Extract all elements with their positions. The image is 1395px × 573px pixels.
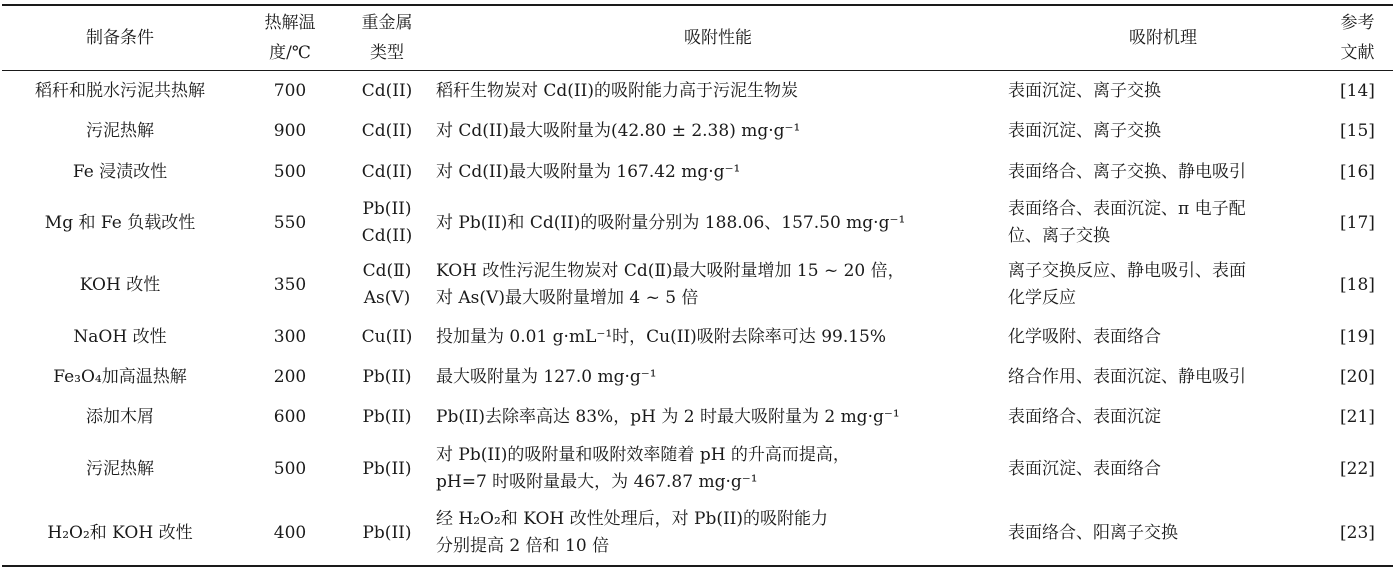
cell-metal-type [342, 111, 432, 151]
cell-performance-line: pH=7 时吸附量最大，为 467.87 mg·g⁻¹ [436, 472, 758, 492]
table-row [2, 151, 1393, 193]
cell-mechanism-line: 络合作用、表面沉淀、静电吸引 [1008, 366, 1246, 387]
table-row [2, 71, 1393, 112]
cell-temperature [238, 111, 342, 151]
table-row [2, 253, 1393, 317]
header-row [2, 5, 1393, 71]
cell-performance [432, 317, 1004, 357]
cell-reference-text: [20] [1340, 366, 1375, 387]
table-header [2, 5, 1393, 71]
cell-metal-type [342, 437, 432, 501]
cell-metal-type [342, 253, 432, 317]
cell-metal-type-line: Pb(II) [362, 458, 412, 479]
header-conditions: 制备条件 [86, 28, 154, 48]
cell-temperature [238, 253, 342, 317]
cell-performance-line: 对 Cd(II)最大吸附量为(42.80 ± 2.38) mg·g⁻¹ [436, 120, 801, 141]
cell-metal-type [342, 501, 432, 566]
cell-performance-line: 对 As(Ⅴ)最大吸附量增加 4 ~ 5 倍 [436, 288, 699, 308]
cell-temperature-text: 300 [273, 326, 307, 347]
cell-conditions-text: Mg 和 Fe 负载改性 [44, 212, 196, 233]
cell-mechanism [1004, 397, 1322, 437]
cell-reference-text: [16] [1340, 161, 1375, 182]
cell-mechanism-line: 化学吸附、表面络合 [1008, 326, 1161, 347]
cell-temperature [238, 501, 342, 566]
cell-conditions [2, 437, 238, 501]
cell-conditions-text: NaOH 改性 [73, 326, 167, 347]
cell-performance-line: 投加量为 0.01 g·mL⁻¹时，Cu(II)吸附去除率可达 99.15% [436, 326, 887, 347]
cell-metal-type-line: Cd(Ⅱ) [362, 261, 412, 281]
header-reference: 参考 文献 [1340, 13, 1375, 63]
cell-conditions [2, 71, 238, 112]
cell-performance [432, 501, 1004, 566]
cell-reference-text: [21] [1340, 406, 1375, 427]
cell-performance [432, 253, 1004, 317]
cell-metal-type-line: As(V) [363, 288, 411, 308]
cell-reference-text: [17] [1340, 212, 1375, 233]
cell-metal-type-line: Pb(II) [362, 366, 412, 387]
cell-conditions-text: KOH 改性 [79, 274, 161, 295]
cell-performance [432, 71, 1004, 112]
cell-mechanism [1004, 253, 1322, 317]
cell-conditions-text: 污泥热解 [86, 120, 154, 141]
cell-reference-text: [19] [1340, 326, 1375, 347]
cell-metal-type-line: Pb(II) [362, 522, 412, 543]
cell-reference [1322, 501, 1393, 566]
cell-reference-text: [23] [1340, 522, 1375, 543]
cell-performance-line: 最大吸附量为 127.0 mg·g⁻¹ [436, 366, 657, 387]
cell-conditions-text: Fe₃O₄加高温热解 [53, 366, 187, 387]
cell-reference [1322, 193, 1393, 253]
cell-mechanism-line: 表面络合、表面沉淀 [1008, 406, 1161, 427]
cell-reference [1322, 357, 1393, 397]
cell-mechanism [1004, 71, 1322, 112]
cell-performance [432, 111, 1004, 151]
cell-reference-text: [15] [1340, 120, 1375, 141]
table-body [2, 71, 1393, 567]
cell-temperature [238, 151, 342, 193]
cell-conditions [2, 397, 238, 437]
cell-metal-type [342, 317, 432, 357]
cell-conditions [2, 253, 238, 317]
cell-metal-type [342, 357, 432, 397]
cell-conditions [2, 317, 238, 357]
cell-metal-type-line: Cu(II) [361, 326, 413, 347]
cell-performance [432, 357, 1004, 397]
cell-temperature [238, 317, 342, 357]
cell-performance-line: 对 Pb(II)和 Cd(II)的吸附量分别为 188.06、157.50 mg·g⁻¹ [436, 212, 906, 233]
cell-temperature [238, 437, 342, 501]
cell-conditions [2, 151, 238, 193]
cell-temperature-text: 350 [273, 274, 307, 295]
cell-temperature [238, 193, 342, 253]
header-mechanism: 吸附机理 [1129, 28, 1197, 48]
cell-mechanism-line: 离子交换反应、静电吸引、表面 [1008, 261, 1246, 281]
table-row [2, 357, 1393, 397]
cell-reference [1322, 437, 1393, 501]
cell-conditions [2, 501, 238, 566]
cell-temperature [238, 71, 342, 112]
cell-metal-type-line: Cd(II) [361, 80, 413, 101]
cell-performance [432, 151, 1004, 193]
header-performance: 吸附性能 [684, 28, 752, 48]
cell-metal-type-line: Pb(II) [362, 406, 412, 427]
cell-conditions [2, 357, 238, 397]
cell-performance-line: 对 Pb(II)的吸附量和吸附效率随着 pH 的升高而提高， [436, 445, 850, 465]
cell-metal-type [342, 397, 432, 437]
cell-mechanism [1004, 151, 1322, 193]
cell-conditions [2, 193, 238, 253]
table-row [2, 111, 1393, 151]
cell-temperature-text: 500 [273, 161, 307, 182]
cell-mechanism-line: 位、离子交换 [1008, 226, 1110, 246]
cell-reference-text: [18] [1340, 274, 1375, 295]
adsorption-table [2, 4, 1393, 567]
cell-reference-text: [22] [1340, 458, 1375, 479]
cell-temperature-text: 200 [273, 366, 307, 387]
cell-performance-line: KOH 改性污泥生物炭对 Cd(Ⅱ)最大吸附量增加 15 ~ 20 倍， [436, 261, 905, 281]
cell-reference-text: [14] [1340, 80, 1375, 101]
cell-temperature-text: 400 [273, 522, 307, 543]
cell-mechanism-line: 化学反应 [1008, 288, 1076, 308]
cell-mechanism-line: 表面沉淀、表面络合 [1008, 458, 1161, 479]
cell-metal-type-line: Cd(II) [361, 120, 413, 141]
header-metal-type: 重金属 类型 [361, 13, 413, 63]
cell-mechanism-line: 表面络合、离子交换、静电吸引 [1008, 161, 1246, 182]
cell-conditions [2, 111, 238, 151]
cell-metal-type [342, 193, 432, 253]
cell-metal-type-line: Pb(II) [362, 199, 412, 219]
cell-mechanism-line: 表面络合、表面沉淀、π 电子配 [1008, 199, 1246, 219]
cell-temperature-text: 550 [273, 212, 307, 233]
cell-reference [1322, 253, 1393, 317]
cell-temperature-text: 500 [273, 458, 307, 479]
cell-reference [1322, 397, 1393, 437]
cell-reference [1322, 317, 1393, 357]
table-row [2, 397, 1393, 437]
table-row [2, 193, 1393, 253]
cell-reference [1322, 71, 1393, 112]
cell-conditions-text: Fe 浸渍改性 [72, 161, 168, 182]
table-row [2, 317, 1393, 357]
cell-mechanism [1004, 111, 1322, 151]
cell-conditions-text: 稻秆和脱水污泥共热解 [35, 80, 205, 101]
cell-mechanism [1004, 317, 1322, 357]
cell-performance [432, 193, 1004, 253]
table-row [2, 437, 1393, 501]
table-row [2, 501, 1393, 566]
cell-metal-type-line: Cd(II) [361, 226, 413, 246]
cell-mechanism [1004, 357, 1322, 397]
cell-mechanism [1004, 193, 1322, 253]
cell-conditions-text: 添加木屑 [86, 406, 154, 427]
cell-mechanism-line: 表面沉淀、离子交换 [1008, 120, 1161, 141]
cell-reference [1322, 111, 1393, 151]
header-temperature: 热解温 度/℃ [264, 13, 316, 63]
cell-performance-line: 分别提高 2 倍和 10 倍 [436, 536, 610, 556]
cell-temperature-text: 900 [273, 120, 307, 141]
cell-mechanism-line: 表面络合、阳离子交换 [1008, 522, 1178, 543]
cell-mechanism-line: 表面沉淀、离子交换 [1008, 80, 1161, 101]
cell-metal-type-line: Cd(II) [361, 161, 413, 182]
cell-performance-line: 对 Cd(II)最大吸附量为 167.42 mg·g⁻¹ [436, 161, 741, 182]
cell-performance-line: 稻秆生物炭对 Cd(II)的吸附能力高于污泥生物炭 [436, 80, 798, 101]
cell-temperature [238, 357, 342, 397]
cell-temperature-text: 700 [273, 80, 307, 101]
cell-performance [432, 437, 1004, 501]
cell-mechanism [1004, 501, 1322, 566]
cell-performance [432, 397, 1004, 437]
cell-reference [1322, 151, 1393, 193]
cell-conditions-text: H₂O₂和 KOH 改性 [47, 522, 193, 543]
cell-metal-type [342, 71, 432, 112]
cell-temperature-text: 600 [273, 406, 307, 427]
cell-performance-line: 经 H₂O₂和 KOH 改性处理后，对 Pb(II)的吸附能力 [436, 509, 829, 529]
cell-mechanism [1004, 437, 1322, 501]
cell-performance-line: Pb(II)去除率高达 83%，pH 为 2 时最大吸附量为 2 mg·g⁻¹ [436, 406, 900, 427]
cell-metal-type [342, 151, 432, 193]
cell-temperature [238, 397, 342, 437]
cell-conditions-text: 污泥热解 [86, 458, 154, 479]
